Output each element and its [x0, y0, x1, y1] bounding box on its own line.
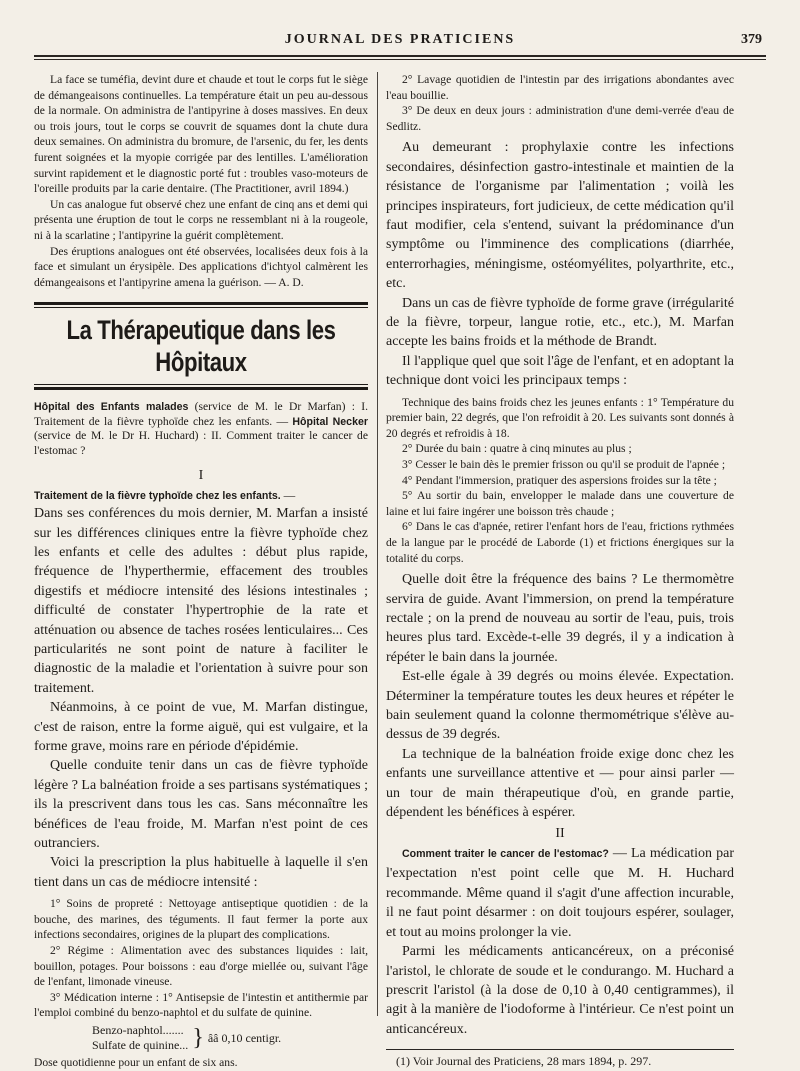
intro-text: (service de M. le Dr H. Huchard) : II. Comment traiter le cancer de l'estomac ? — [34, 429, 368, 457]
list-item: 2° Lavage quotidien de l'intestin par des irrigations abondantes avec l'eau bouillie. — [386, 73, 734, 102]
section-title: La Thérapeutique dans les Hôpitaux — [66, 315, 336, 378]
list-item: 3° Cesser le bain dès le premier frisson ou qu'il se produit de l'apnée ; — [402, 458, 726, 472]
formula-ingredient: Benzo-naphtol....... — [92, 1023, 184, 1037]
footnote-rule — [386, 1049, 734, 1050]
title-rule — [34, 302, 368, 305]
page-header — [34, 26, 766, 52]
list-item: 2° Durée du bain : quatre à cinq minutes au plus ; — [402, 442, 632, 456]
title-rule — [34, 384, 368, 385]
list-item: 1° Soins de propreté : Nettoyage antiseptique quotidien : de la bouche, des marines, des téguments. Il faut fermer la porte aux infections secondaires, origines de la plupart des complications. — [34, 897, 368, 942]
hospital-name: Hôpital Necker — [292, 415, 368, 428]
paragraph: Au demeurant : prophylaxie contre les infections secondaires, désinfection gastro-intestinale et maintien de la résistance de l'organisme par l'alimentation ; voilà les principes inspirateurs, fort judicieux, de cette médication qu'il faut modifier, cela s'entend, suivant la prédominance d'un symptôme ou l'imminence des complications (diarrhée, enterrorhagies, méningisme, ostéomyélites, polyarthrite, etc., etc. — [386, 140, 734, 292]
subsection-heading — [34, 488, 368, 505]
paragraph: Il l'applique quel que soit l'âge de l'enfant, et en adoptant la technique dont voici les principaux temps : — [386, 353, 734, 389]
paragraph-text: — La médication par l'expectation n'est point celle que M. H. Huchard recommande. Même quand il s'agit d'une affection incurable, il ne faut point désarmer : on doit toujours espérer, soulager, et tout au moins prolonger la vie. — [386, 846, 735, 940]
list-item: 2° Régime : Alimentation avec des substances liquides : lait, bouillon, potages. Pour boissons : eau d'orge miellée ou, suivant l'âge de l'enfant, limonade vineuse. — [34, 944, 368, 989]
paragraph: Quelle doit être la fréquence des bains ? Le thermomètre servira de guide. Avant l'immersion, on prend la température rectale ; on la prend de nouveau au sortir de l'eau, puis, trois heures plus tard. Excède-t-elle 39 degrés, il y a indication à répéter le bain dans la journée. — [386, 572, 734, 665]
formula — [92, 1023, 368, 1053]
right-column — [386, 72, 734, 1069]
formula-names — [92, 1023, 188, 1053]
paragraph: Parmi les médicaments anticancéreux, on a préconisé l'aristol, le chlorate de soude et le condurango. M. Huchard a prescrit l'aristol (à la dose de 0,10 à 0,40 centigrammes), il agit à la manière de l'iodoforme à l'intérieur. Ce n'est point un anticancéreux. — [386, 944, 734, 1037]
prescription-list — [34, 896, 368, 1021]
paragraph: Est-elle égale à 39 degrés ou moins élevée. Expectation. Déterminer la température toutes les deux heures et répéter le bain seulement quand la colonne thermométrique s'élève au-dessus de 39 degrés. — [386, 669, 734, 743]
list-item: 3° De deux en deux jours : administration d'une demi-verrée d'eau de Sedlitz. — [386, 104, 734, 133]
paragraph: La face se tuméfia, devint dure et chaude et tout le corps fut le siège de démangeaisons continuelles. La température était un peu au-dessous de la normale. On administra de l'antipyrine à doses massives. En deux ou trois jours, tout le corps se couvrit de squames dont la chute dura deux semaines. On administra du bromure, de l'arsenic, du fer, les dents furent soignées et la myopie corrigée par des lentilles. L'amélioration survint rapidement et le diagnostic porté fut : troubles vaso-moteurs de l'oreille produits par la carie dentaire. (The Practitioner, avril 1894.) — [34, 73, 368, 196]
hospital-name: Hôpital des Enfants malades — [34, 401, 189, 414]
formula-ingredient: Sulfate de quinine... — [92, 1038, 189, 1052]
list-item: 5° Au sortir du bain, envelopper le malade dans une couverture de laine et lui faire ingérer une boisson très chaude ; — [386, 489, 734, 518]
bath-technique-list — [386, 395, 734, 567]
subsection-title: Comment traiter le cancer de l'estomac? — [402, 848, 609, 861]
formula-brace: } — [192, 1025, 204, 1051]
paragraph: Un cas analogue fut observé chez une enfant de cinq ans et demi qui présenta une éruption de tout le corps ne ressemblant ni à la rougeole, ni à la scarlatine ; l'antipyrine la guérit complètement. — [34, 197, 368, 242]
paragraph: Des éruptions analogues ont été observées, localisées deux fois à la face et simulant un érysipèle. Des applications d'ichtyol calmèrent les démangeaisons et l'antipyrine amena la guérison. — A. D. — [34, 244, 368, 289]
subsection-title: Traitement de la fièvre typhoïde chez les enfants. — [34, 489, 281, 502]
list-item: 3° Médication interne : 1° Antisepsie de l'intestin et antithermie par l'emploi combiné du benzo-naphtol et du sulfate de quinine. — [34, 990, 368, 1020]
section-number: II — [555, 826, 565, 842]
column-divider — [377, 72, 378, 1016]
list-item: 4° Pendant l'immersion, pratiquer des aspersions froides sur la tête ; — [402, 473, 717, 487]
section-title-block — [34, 302, 368, 390]
list-item: Technique des bains froids chez les jeunes enfants : 1° Température du premier bain, 22 degrés, que l'on refroidit à 20. Les suivants sont donnés à 20 degrés et refroidis à 18. — [386, 395, 734, 440]
title-rule — [34, 387, 368, 390]
subsection-paragraph — [386, 844, 734, 942]
header-rule-thin — [34, 59, 766, 60]
intro-text: (service de M. le Dr Marfan) : I. Traitement de la fièvre typhoïde chez les enfants. — — [34, 400, 368, 428]
dose-note: Dose quotidienne pour un enfant de six ans. — [34, 1056, 238, 1069]
section-intro — [34, 400, 368, 458]
left-column — [34, 72, 368, 1071]
paragraph: Dans ses conférences du mois dernier, M. Marfan a insisté sur les différences cliniques entre la fièvre typhoïde chez les enfants et celle des adultes : début plus rapide, fréquence de l'hyperthermie, effacement des troubles digestifs et médiocre intensité des lésions intestinales ; difficulté de constater l'hypertrophie de la rate et atténuation ou absence de taches rosées lenticulaires... Ces particularités ne sont point de nature à faciliter le diagnostic de la maladie et l'orientation à suivre pour son traitement. — [34, 506, 368, 696]
running-title: JOURNAL DES PRATICIENS — [284, 32, 516, 47]
title-rule — [34, 307, 368, 308]
formula-dose: ââ 0,10 centigr. — [207, 1030, 282, 1045]
paragraph: Quelle conduite tenir dans un cas de fièvre typhoïde légère ? La balnéation froide a ses partisans systématiques ; ils la prescrivent dans tous les cas. Sans méconnaître les bénéfices de l'eau froide, M. Marfan n'est point de ces outranciers. — [34, 758, 368, 852]
paragraph: La technique de la balnéation froide exige donc chez les enfants une surveillance attentive et — pour ainsi parler — un tour de main thérapeutique d'où, en grande partie, dépendent les bénéfices à espérer. — [386, 746, 734, 821]
paragraph: Néanmoins, à ce point de vue, M. Marfan distingue, c'est de raison, entre la forme aiguë, qui est vulgaire, et la forme grave, moins rare en période d'épidémie. — [34, 700, 368, 754]
list-item: 6° Dans le cas d'apnée, retirer l'enfant hors de l'eau, frictions rythmées de la langue par le procédé de Laborde (1) et frictions énergiques sur la totalité du corps. — [386, 520, 734, 565]
paragraph: Dans un cas de fièvre typhoïde de forme grave (irrégularité de la fièvre, torpeur, langue rotie, etc., etc.), M. Marfan accepte les bains froids et la méthode de Brandt. — [386, 295, 734, 350]
section-number: I — [198, 467, 204, 483]
paragraph: Voici la prescription la plus habituelle à laquelle il s'en tient dans un cas de médiocre intensité : — [34, 855, 368, 890]
footnote: (1) Voir Journal des Praticiens, 28 mars 1894, p. 297. — [396, 1054, 652, 1069]
page-number: 379 — [741, 32, 762, 47]
header-rule — [34, 55, 766, 57]
subsection-dash: — — [280, 488, 296, 502]
